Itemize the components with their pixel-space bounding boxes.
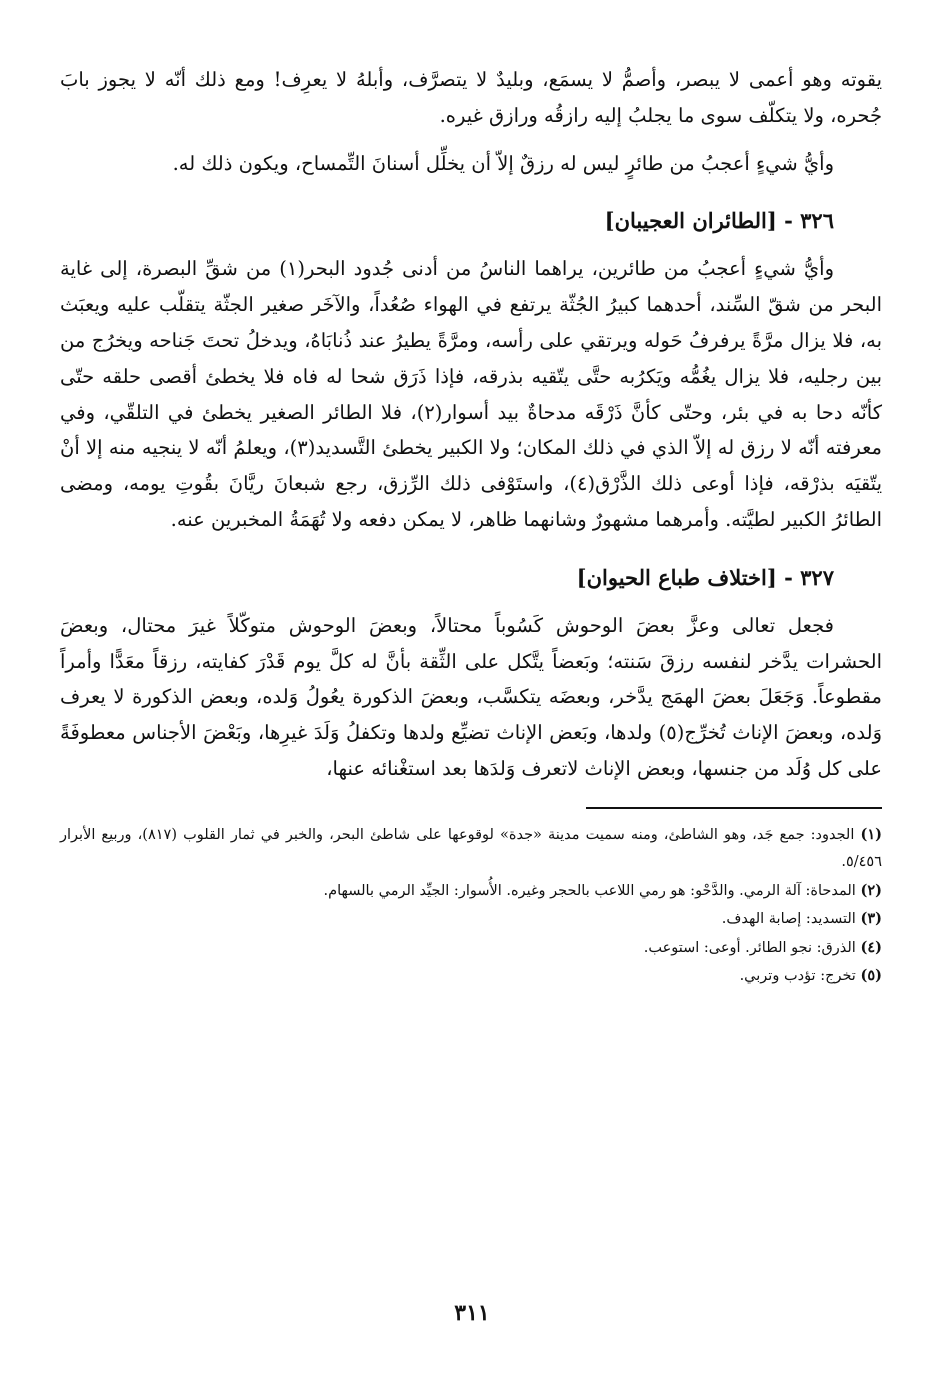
footnotes xyxy=(60,821,882,991)
footnote-text: تخرج: تؤدب وتربي. xyxy=(739,968,856,985)
footnote-number: (١) xyxy=(860,825,883,843)
footnote-number: (٣) xyxy=(860,910,882,928)
footnote-number: (٥) xyxy=(860,967,882,985)
footnote-text: المدحاة: آلة الرمي. والدَّحْو: هو رمي اللاعب بالحجر وغيره. الأُسوار: الجيِّد الرمي بالسهام. xyxy=(323,882,856,899)
footnote-3 xyxy=(60,905,882,934)
footnote-4 xyxy=(60,934,882,963)
footnote-1 xyxy=(60,821,882,877)
footnote-text: الذرق: نجو الطائر. أوعى: استوعب. xyxy=(643,939,856,956)
footnote-2 xyxy=(60,877,882,906)
footnote-number: (٤) xyxy=(860,938,882,956)
footnote-number: (٢) xyxy=(860,881,882,899)
footnote-divider xyxy=(586,807,882,809)
paragraph-crocodile-bird: وأيُّ شيءٍ أعجبُ من طائرٍ ليس له رزقٌ إلاّ أن يخلِّل أسنانَ التِّمساح، ويكون ذلك له. xyxy=(172,151,834,175)
section-326-heading: ٣٢٦ - [الطائران العجيبان] xyxy=(604,208,834,234)
section-326-paragraph: وأيُّ شيءٍ أعجبُ من طائرين، يراهما الناسُ من أدنى جُدود البحر(١) من شقِّ البصرة، إلى غاية البحر من شقّ السِّند، أحدهما كبيرُ الجُثّة يرتفع في الهواء صُعُداً، والآخَر صغير الجثّة يتقلّب عليه ويعبَث به، فلا يزال مرَّةً يرفرفُ حَوله ويرتقي على رأسه، ومرَّةً يطيرُ عند ذُنابَاهُ، ويدخلُ تحتَ جَناحه ويخرُج من بين رجليه، فلا يزال يغُمُّه ويَكرُبه حتَّى يتّقيه بذرقه، فإذا ذَرَق شحا له فاه فلا يخطئ أقصى حلقه حتّى كأنّه دحا به في بئر، وحتّى كأنَّ ذَرْقَه مدحاةٌ بيد أسوار(٢)، فلا الطائر الصغير يخطئ في التلقّي، وفي معرفته أنّه لا رزق له إلاّ الذي في ذلك المكان؛ ولا الكبير يخطئ التَّسديد(٣)، ويعلمُ أنّه لا ينجيه منه إلا أنْ يتّقيَه بذرْقه، فإذا أوعى ذلك الذَّرْق(٤)، واستَوْفى ذلك الرِّزق، رجع شبعانَ ريَّانَ بقُوتِ يومه، ومضى الطائرُ الكبير لطيَّته. وأمرهما مشهورٌ وشانهما ظاهر، لا يمكن دفعه ولا تُهَمَةُ المخبرين عنه. xyxy=(60,257,882,531)
section-327-heading: ٣٢٧ - [اختلاف طباع الحيوان] xyxy=(576,564,834,590)
page-number: ٣١١ xyxy=(454,1300,490,1326)
footnote-text: الجدود: جمع جَد، وهو الشاطئ، ومنه سميت مدينة «جدة» لوقوعها على شاطئ البحر، والخبر في ثمار القلوب (٨١٧)، وربيع الأبرار ٥/٤٥٦. xyxy=(60,826,882,871)
section-327-paragraph: فجعل تعالى وعزَّ بعضَ الوحوش كَسُوباً محتالاً، وبعضَ الوحوش متوكّلاً غيرَ محتال، وبعضَ الحشرات يدَّخر لنفسه رزقَ سَنته؛ وبَعضاً يتَّكل على الثِّقة بأنَّ له كلَّ يوم قَدْرَ كفايته، رزقاً معَدًّا وأمراً مقطوعاً. وَجَعَلَ بعضَ الهمَج يدَّخر، وبعضَه يتكسَّب، وبعضَ الذكورة يعُولُ وَلده، وبعض الذكورة لا يعرف وَلده، وبعضَ الإناث تُخرِّج(٥) ولدها، وبَعض الإناث تضيِّع ولدها وتكفلُ وَلَدَ غيرِها، وبَعْضَ الأجناس معطوفَةً على كل وُلَد من جنسها، وبعض الإناث لاتعرف وَلدَها بعد استغْنائه عنها، xyxy=(60,613,882,780)
paragraph-continued: يقوته وهو أعمى لا يبصر، وأصمُّ لا يسمَع، وبليدٌ لا يتصرَّف، وأبلهُ لا يعرِف! ومع ذلك أنّه لا يجوز بابَ جُحره، ولا يتكلّف سوى ما يجلبُ إليه رازقُه ورازق غيره. xyxy=(60,68,882,127)
footnote-text: التسديد: إصابة الهدف. xyxy=(721,911,856,928)
footnote-5 xyxy=(60,962,882,991)
